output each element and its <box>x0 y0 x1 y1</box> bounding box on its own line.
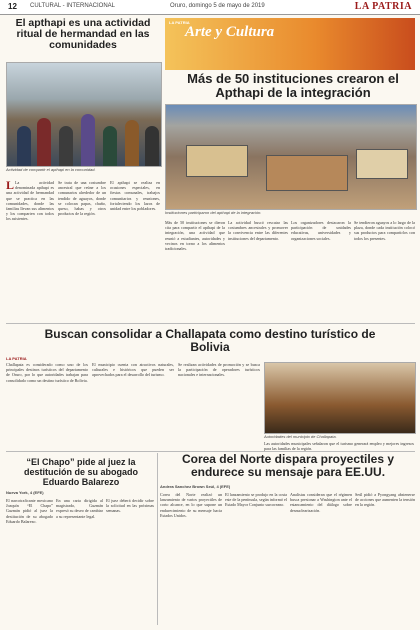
challapata-headline: Buscan consolidar a Challapata como destino turístico de Bolivia <box>44 327 376 354</box>
section-name: CULTURAL - INTERNACIONAL <box>30 3 116 9</box>
chapo-byline: Nueva York, 4 (EFE) <box>6 490 44 495</box>
apthapi-left-caption: Actividad de compartir el apthapi en la comunidad. <box>6 167 96 172</box>
page-header <box>0 0 420 15</box>
banner-tag: LA PATRIA <box>169 20 190 25</box>
chapo-body-2: En una carta dirigida al magistrado, Guzmán expresó su deseo de cambiar a su representante legal. <box>56 498 103 519</box>
apthapi-right-photo <box>165 104 417 210</box>
challapata-caption: Autoridades del municipio de Challapata. <box>264 434 337 439</box>
banner-title: Arte y Cultura <box>185 24 275 40</box>
newspaper-logo: LA PATRIA <box>354 1 412 12</box>
challapata-body-3: Se realizan actividades de promoción y se busca la participación de operadores turísticos nacionales e internacionales. <box>178 362 260 378</box>
chapo-body-1: El narcotraficante mexicano Joaquín “El Chapo” Guzmán pidió al juez la destitución de su abogado Eduardo Balarezo. <box>6 498 53 524</box>
apthapi-right-body-3: Los organizadores destacaron la participación de unidades educativas, universidades y organizaciones sociales. <box>291 220 351 241</box>
apthapi-left-body-3: El apthapi se realiza en ocasiones especiales, en fiestas comunales, trabajos comunitarios y reuniones, fortaleciendo los lazos de unidad entre los pobladores. <box>110 180 160 212</box>
corea-body-4: Seúl pidió a Pyongyang abstenerse de acciones que aumenten la tensión en la región. <box>355 492 415 508</box>
apthapi-left-col1 <box>6 180 54 318</box>
drop-cap: L <box>6 180 15 192</box>
corea-headline: Corea del Norte dispara proyectiles y endurece su mensaje para EE.UU. <box>181 452 395 479</box>
challapata-photo <box>264 362 416 434</box>
apthapi-right-body-1: Más de 50 instituciones se dieron cita para compartir el apthapi de la integración, una actividad que reunió a estudiantes, autoridades y vecinos en torno a los alimentos tradicionales. <box>165 220 225 252</box>
chapo-body-3: El juez deberá decidir sobre la solicitud en las próximas semanas. <box>106 498 154 514</box>
challapata-body-1: Challapata es considerado como uno de los principales destinos turísticos del departamento de Oruro, por lo que autoridades trabajan para consolidarlo como un destino turístico de Bolivia. <box>6 362 88 383</box>
corea-body-2: El lanzamiento se produjo en la costa este de la península, según informó el Estado Mayor Conjunto surcoreano. <box>225 492 287 508</box>
apthapi-right-caption: Instituciones participaron del apthapi de la integración. <box>165 210 262 215</box>
apthapi-right-headline: Más de 50 instituciones crearon el Apthapi de la integración <box>187 71 399 100</box>
page-number: 12 <box>8 2 17 11</box>
apthapi-right-body-4: Se tendieron aguayos a lo largo de la plaza, donde cada institución colocó sus productos para compartirlos con todos los presentes. <box>354 220 415 241</box>
challapata-body-2: El municipio cuenta con atractivos naturales, culturales e históricos que pueden ser aprovechados para el desarrollo del turismo. <box>92 362 174 378</box>
arte-cultura-banner <box>165 18 415 70</box>
corea-body-1: Corea del Norte realizó un lanzamiento de varios proyectiles de corto alcance, en lo que supone un endurecimiento de su mensaje hacia Estados Unidos. <box>160 492 222 518</box>
section-divider <box>6 323 415 324</box>
challapata-tag: LA PATRIA <box>6 356 27 361</box>
column-divider <box>157 453 158 625</box>
apthapi-left-photo <box>6 62 162 167</box>
apthapi-left-headline: El apthapi es una actividad ritual de hermandad en las comunidades <box>15 17 151 51</box>
date-line: Oruro, domingo 5 de mayo de 2019 <box>170 3 265 9</box>
apthapi-left-body-2: Se trata de una costumbre ancestral que reúne a los comunarios alrededor de un tendido de aguayos, donde se colocan papas, chuño, queso, habas y otros productos de la región. <box>58 180 106 217</box>
apthapi-right-body-2: La actividad buscó rescatar las costumbres ancestrales y promover la convivencia entre las diferentes instituciones del departamento. <box>228 220 288 241</box>
corea-byline: Andrea Sanchez Brown Seúl, 4 (EFE) <box>160 484 231 489</box>
corea-body-3: Analistas consideran que el régimen busca presionar a Washington ante el estancamiento del diálogo sobre desnuclearización. <box>290 492 352 513</box>
chapo-headline: “El Chapo” pide al juez la destitución de su abogado Eduardo Balarezo <box>23 457 138 487</box>
challapata-body-4: Las autoridades municipales señalaron que el turismo generará empleo y mejores ingresos para las familias de la región. <box>264 441 414 451</box>
apthapi-left-body-1: La actividad denominada apthapi es una actividad de hermandad que se practica en las comunidades, donde las familias llevan sus alimentos y los comparten con todos los asistentes. <box>6 180 54 222</box>
